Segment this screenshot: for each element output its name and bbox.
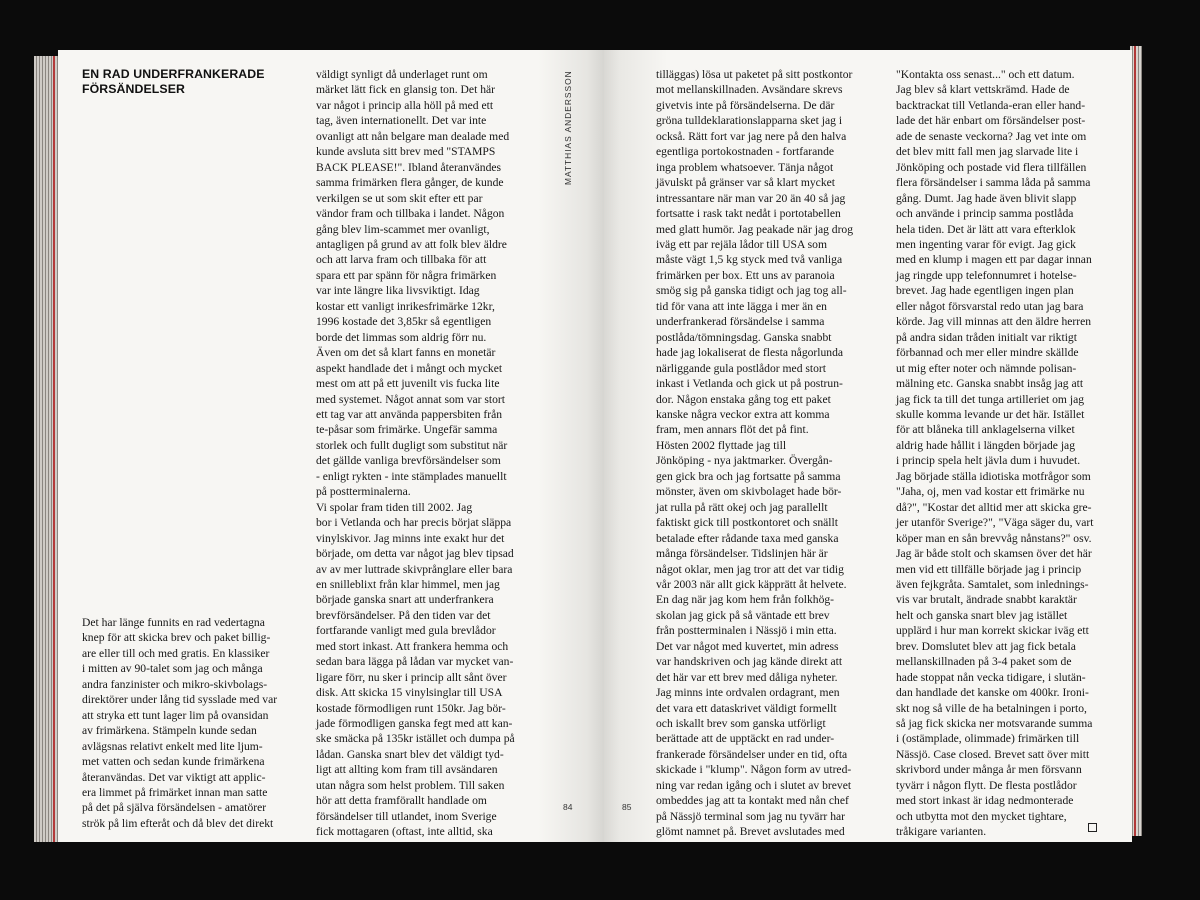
left-page-column-1: Det har länge funnits en rad vedertagna knep för att skicka brev och paket billig- are eller till och med gratis. En klassiker i mitten av 90-talet som jag och många andra fanzinister och mikro-skivbolags- direktörer under lång tid sysslade med var att stryka ett tunt lager lim på ovansidan av frimärkena. Stämpeln kunde sedan avlägsnas relativt enkelt med lite ljum- met vatten och sedan kunde frimärkena återanvändas. Det var viktigt att applic- era limmet på frimärket innan man satte på det på själva försändelsen - amatörer strök på lim efteråt och då blev det direkt xyxy=(82,616,278,830)
chapter-heading: EN RAD UNDERFRANKERADE FÖRSÄNDELSER xyxy=(82,67,265,96)
right-page-column-2: "Kontakta oss senast..." och ett datum. Jag blev så klart vettskrämd. Hade de backtrackat till Vetlanda-eran eller hand- lade det här enbart om försändelser post- ade de senaste veckorna? Jag vet inte om det blev mitt fall men jag slarvade lite i Jönköping och postade vid flera tillfällen flera försändelser i samma låda på samma gång. Dumt. Jag hade även blivit slapp och använde i princip samma postlåda hela tiden. Det är lätt att vara efterklok men ingenting varar för evigt. Jag gick med en klump i magen ett par dagar innan jag ringde upp telefonnumret i hotelse- brevet. Jag hade egentligen ingen plan eller något försvarstal redo utan jag bara körde. Jag vill minnas att den äldre herren på andra sidan tråden initialt var riktigt förbannad och mer eller mindre skällde ut mig efter noter och nämnde polisan- mälning etc. Ganska snabbt insåg jag att jag fick ta till det tunga artilleriet om jag skulle komma levande ur det här. Istället för att blåneka till anklagelserna vilket aldrig hade hållit i längden började jag i princip spela helt jävla dum i huvudet. Jag började ställa idiotiska motfrågor som "Jaha, oj, men vad kostar ett frimärke nu då?", "Kostar det alltid mer att skicka gre- jer utanför Sverige?", "Väga säger du, vart köper man en sån brevvåg nånstans?" osv. Jag är både stolt och skamsen över det här men vid ett tillfälle började jag i princip även fejkgråta. Samtalet, som inlednings- vis var brutalt, ändrade snabbt karaktär helt och ganska snart blev jag istället upplärd i hur man korrekt skickar iväg ett brev. Domslutet blev att jag fick betala mellanskillnaden på 3-4 paket som de hade stoppat nån vecka tidigare, i slutän- dan handlade det kanske om 400kr. Ironi- skt nog så ville de ha betalningen i porto, så jag fick skicka ner motsvarande summa i (ostämplade, olimmade) frimärken till Nässjö. Case closed. Brevet satt över mitt skrivbord under många år men försvann tyvärr i någon flytt. De flesta postlådor med stort inkast är idag nedmonterade och utbytta mot den mycket tightare, tråkigare varianten. xyxy=(896,68,1094,839)
page-number-left: 84 xyxy=(563,802,573,812)
left-page xyxy=(58,50,604,842)
left-page-column-2: väldigt synligt då underlaget runt om märket lätt fick en glansig ton. Det här var något i princip alla höll på med ett tag, även internationellt. Det var inte ovanligt att nån belgare man dealade med kunde avsluta sitt brev med "STAMPS BACK PLEASE!". Ibland återanvändes samma frimärken flera gånger, de kunde verkilgen se ut som skit efter ett par vändor fram och tillbaka i landet. Någon gång blev lim-scammet mer ovanligt, antagligen på grund av att folk blev äldre och att larva fram och tillbaka för att spara ett par spänn för några frimärken var inte längre lika livsviktigt. Idag kostar ett vanligt inrikesfrimärke 12kr, 1996 kostade det 3,85kr så egentligen borde det limmas som aldrig förr nu. Även om det så klart fanns en monetär aspekt handlade det i mångt och mycket mest om att på ett juvenilt vis fucka lite med systemet. Något annat som var stort ett tag var att använda pappersbiten från te-påsar som frimärke. Ungefär samma storlek och fullt dugligt som substitut när det gällde vanliga brevförsändelser som - enligt rykten - inte stämplades manuellt på postterminalerna. Vi spolar fram tiden till 2002. Jag bor i Vetlanda och har precis börjat släppa vinylskivor. Jag minns inte exakt hur det började, om detta var något jag blev tipsad av av mer luttrade skivprånglare eller bara en snilleblixt från klar himmel, men jag började ganska snart att underfrankera brevförsändelser. På den tiden var det fortfarande vanligt med gula brevlådor med stort inkast. Att frankera hemma och sedan bara lägga på lådan var mycket van- ligare förr, nu sker i princip allt sånt över disk. Att skicka 15 vinylsinglar till USA kostade förmodligen runt 150kr. Jag bör- jade förmodligen ganska fegt med att kan- ske smäcka på 135kr istället och dumpa på lådan. Ganska snart blev det väldigt tyd- ligt att allting kom fram till avsändaren utan några som helst problem. Till saken hör att detta framförallt handlade om försändelser till utlandet, inom Sverige fick mottagaren (oftast, inte alltid, ska xyxy=(316,68,515,839)
right-red-edge-stripe xyxy=(1134,46,1136,836)
left-red-edge-stripe xyxy=(53,56,55,842)
page-number-right: 85 xyxy=(622,802,632,812)
left-page-edges xyxy=(34,56,60,842)
right-page-column-1: tilläggas) lösa ut paketet på sitt postkontor mot mellanskillnaden. Avsändare skrevs givetvis inte på försändelserna. De där gröna tulldeklarationslapparna sket jag i också. Rätt fort var jag nere på den halva egentliga portokostnaden - fortfarande inga problem whatsoever. Tänja något jävulskt på gränser var så klart mycket intressantare när man var 20 än 40 så jag fortsatte i rask takt nedåt i portotabellen med glatt humör. Jag peakade när jag drog iväg ett par rejäla lådor till USA som måste vägt 1,5 kg styck med två vanliga frimärken per box. Ett uns av paranoia smög sig på ganska tidigt och jag tog all- tid för vana att inte lägga i mer än en underfrankerad försändelse i samma postlåda/tömningsdag. Ganska snabbt hade jag lokaliserat de flesta någorlunda närliggande gula postlådor med stort inkast i Vetlanda och gick ut på postrun- dor. Någon enstaka gång tog ett paket kanske några veckor extra att komma fram, men annars flöt det på fint. Hösten 2002 flyttade jag till Jönköping - nya jaktmarker. Övergån- gen gick bra och jag fortsatte på samma mönster, även om skivbolaget hade bör- jat rulla på rätt okej och jag parallellt faktiskt gick till postkontoret och snällt betalade efter rådande taxa med ganska många försändelser. Tidslinjen här är något oklar, men jag tror att det var tidig vår 2003 när allt gick käpprätt åt helvete. En dag när jag kom hem från folkhög- skolan jag gick på så väntade ett brev från postterminalen i Nässjö i min etta. Det var något med kuvertet, min adress var handskriven och jag kände direkt att det här var ett brev med dåliga nyheter. Jag minns inte ordvalen ordagrant, men det vara ett dataskrivet väldigt formellt och iskallt brev som ganska utförligt berättade att de upptäckt en rad under- frankerade försändelser under en tid, ofta skickade i "klump". Någon form av utred- ning var redan igång och i slutet av brevet ombeddes jag att ta kontakt med nån chef på Nässjö terminal som jag nu tyvärr har glömt namnet på. Brevet avslutades med xyxy=(656,68,854,839)
end-of-article-square-icon xyxy=(1088,823,1097,832)
running-head-author: MATTHIAS ANDERSSON xyxy=(563,70,573,185)
right-page xyxy=(604,50,1132,842)
